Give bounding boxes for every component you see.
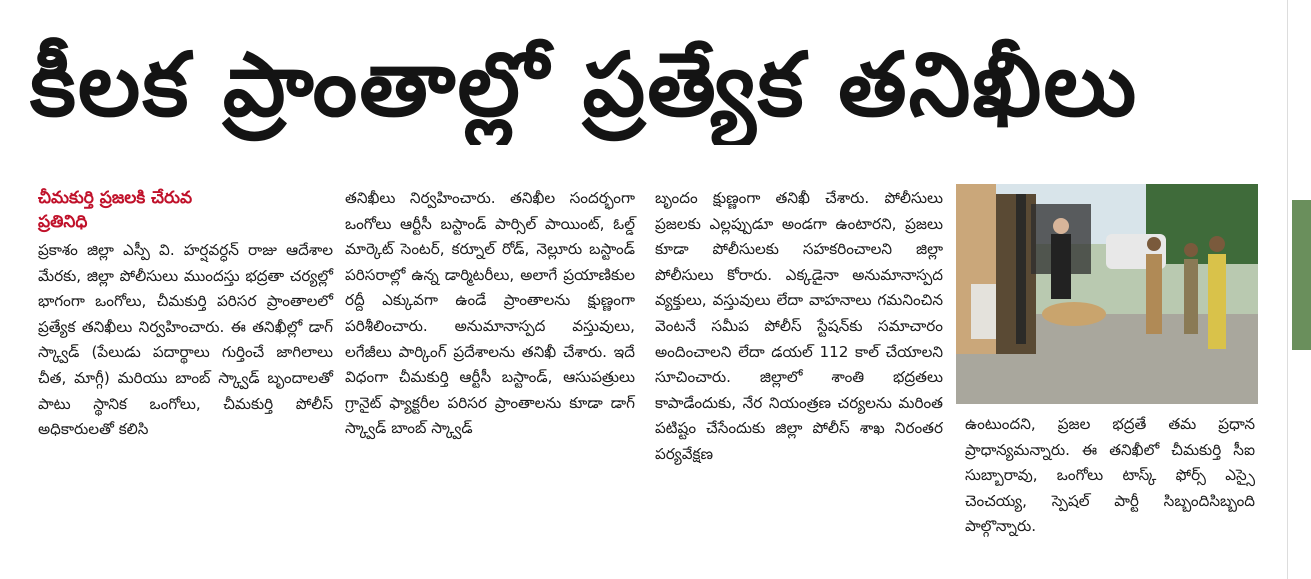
photo-illustration [956,184,1258,404]
police-dog-squad-photo [956,184,1258,404]
column-3-text: బృందం క్షుణ్ణంగా తనిఖీ చేశారు. పోలీసులు ప్రజలకు ఎల్లప్పుడూ అండగా ఉంటారని, ప్రజలు కూడా పోలీసులకు సహకరించాలని జిల్లా పోలీసులు కోరారు. ఎక్కడైనా అనుమానాస్పద వ్యక్తులు, వస్తువులు లేదా వాహనాలు గమనించిన వెంటనే సమీప పోలీస్ స్టేషన్‌కు సమాచారం అందించాలని లేదా డయల్ 112 కాల్ చేయాలని సూచించారు. జిల్లాలో శాంతి భద్రతలు కాపాడేందుకు, నేర నియంత్రణ చర్యలను మరింత పటిష్టం చేసేందుకు జిల్లా పోలీస్ శాఖ నిరంతర పర్యవేక్షణ [655,189,943,463]
column-1-text: ప్రకాశం జిల్లా ఎస్పీ వి. హర్షవర్ధన్ రాజు ఆదేశాల మేరకు, జిల్లా పోలీసులు ముందస్తు భద్రతా చర్యల్లో భాగంగా ఒంగోలు, చీమకుర్తి పరిసర ప్రాంతాలలో ప్రత్యేక తనిఖీలు నిర్వహించారు. ఈ తనిఖీల్లో డాగ్ స్క్వాడ్ (పేలుడు పదార్థాలు గుర్తించే జాగిలాలు చీత, మాగ్గీ) మరియు బాంబ్ స్క్వాడ్ బృందాలతో పాటు స్థానిక ఒంగోలు, చీమకుర్తి పోలీస్ అధికారులతో కలిసి [38,241,333,439]
article-column-2 [345,186,635,442]
headline: కీలక ప్రాంతాల్లో ప్రత్యేక తనిఖీలు [30,33,1139,136]
article-column-1 [38,186,333,443]
column-2-text: తనిఖీలు నిర్వహించారు. తనిఖీల సందర్భంగా ఒంగోలు ఆర్టీసీ బస్టాండ్ పార్సిల్ పాయింట్, ఓల్డ్ మార్కెట్ సెంటర్, కర్నూల్ రోడ్, నెల్లూరు బస్టాండ్ పరిసరాల్లో ఉన్న డార్మిటరీలు, అలాగే ప్రయాణికుల రద్దీ ఎక్కువగా ఉండే ప్రాంతాలను క్షుణ్ణంగా పరిశీలించారు. అనుమానాస్పద వస్తువులు, లగేజీలు పార్కింగ్ ప్రదేశాలను తనిఖీ చేశారు. ఇదే విధంగా చీమకుర్తి ఆర్టీసీ బస్టాండ్, ఆసుపత్రులు గ్రానైట్ ఫ్యాక్టరీల పరిసర ప్రాంతాలను కూడా డాగ్ స్క్వాడ్ బాంబ్ స్క్వాడ్ [345,189,635,438]
article-column-3 [655,186,943,468]
byline: ప్రతినిధి [38,212,88,232]
subheading: చీమకుర్తి ప్రజలకి చేరువ [38,188,193,208]
article-column-4 [965,412,1255,540]
column-4-text: ఉంటుందని, ప్రజల భద్రతే తమ ప్రధాన ప్రాధాన్యమన్నారు. ఈ తనిఖీలో చీమకుర్తి సీఐ సుబ్బారావు, ఒంగోలు టాస్క్ ఫోర్స్ ఎస్సై చెంచయ్య, స్పెషల్ పార్టీ సిబ్బందిసిబ్బంది పాల్గొన్నారు. [965,415,1255,536]
adjacent-article-photo [1292,200,1311,350]
